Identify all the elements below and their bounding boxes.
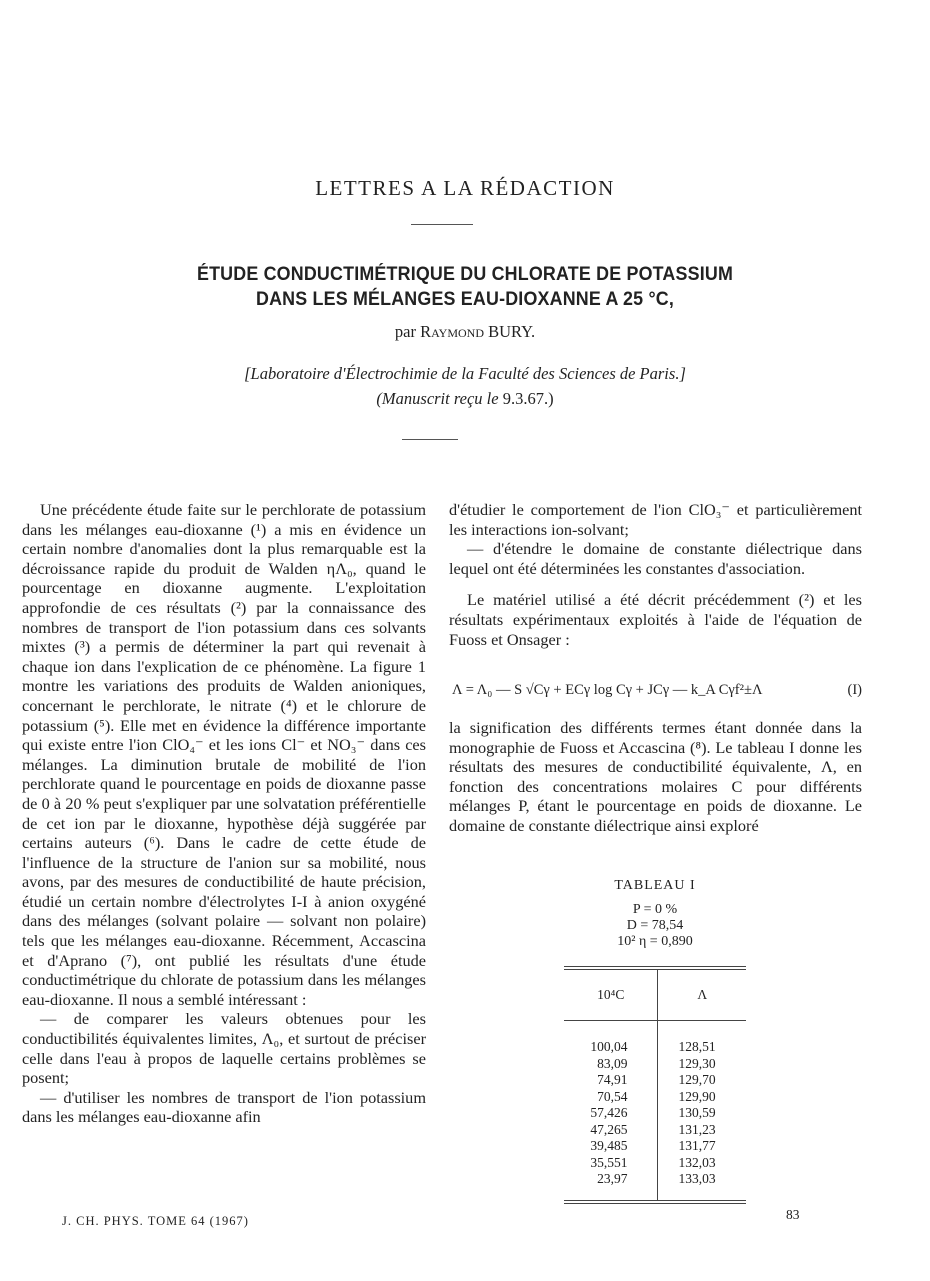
journal-footer: J. CH. PHYS. TOME 64 (1967): [62, 1214, 249, 1228]
table-cell: 39,485: [590, 1138, 628, 1153]
equation-number: (I): [847, 682, 862, 698]
title-rule: [402, 439, 458, 440]
paragraph: Une précédente étude faite sur le perchlorate de potassium dans les mélanges eau-dioxanne (¹) a mis en évidence un certain nombre d'anomalies dont la plus remarquable est la décroissance rapide du produit de Walden ηΛ₀, quand le pourcentage en dioxanne augmente. L'exploitation approfondie de ces résultats (²) par la connaissance des nombres de transport de l'ion potassium dans ces solvants mixtes (³) a permis de déterminer la part qui revenait à chaque ion dans l'explication de ce phénomène. La figure 1 montre les variations des produits de Walden anioniques, concernant le perchlorate, le nitrate (⁴) et le chlorure de potassium (⁵). Elle met en évidence la différence importante qui existe entre l'ion ClO₄⁻ et les ions Cl⁻ et NO₃⁻ dans ces mélanges. La diminution brutale de mobilité de l'ion perchlorate quand le pourcentage en poids de dioxanne passe de 0 à 20 % peut s'expliquer par une solvatation préférentielle de cet ion par le dioxanne, hypothèse déjà suggérée par certains auteurs (⁶). Dans le cadre de cette étude de l'influence de la structure de l'anion sur sa mobilité, nous avons, par des mesures de conductibilité de haute précision, étudié un certain nombre d'électrolytes I-I à anion oxygéné dans des mélanges (solvant polaire — solvant non polaire) tels que les mélanges eau-dioxanne. Récemment, Accascina et d'Aprano (⁷), ont publié les résultats d'une étude conductimétrique du chlorate de potassium dans les mélanges eau-dioxanne. Il nous a semblé intéressant :: [22, 500, 426, 1009]
section-heading: LETTRES A LA RÉDACTION: [315, 176, 615, 200]
article-title-line-1: ÉTUDE CONDUCTIMÉTRIQUE DU CHLORATE DE POTASSIUM: [196, 264, 734, 285]
received-value: 9.3.67.): [502, 389, 554, 408]
table-condition: 10² η = 0,890: [617, 934, 693, 949]
page-number: 83: [786, 1207, 800, 1222]
table-column-lambda: [658, 1021, 746, 1200]
right-column-top: [449, 500, 862, 649]
author-first-name: Raymond: [420, 322, 485, 341]
table-cell: 74,91: [597, 1072, 628, 1087]
table-body: [564, 1021, 746, 1200]
table-cell: 57,426: [590, 1105, 628, 1120]
equation: [452, 682, 862, 699]
table-cell: 47,265: [590, 1121, 628, 1137]
received-label: (Manuscrit reçu le: [376, 389, 499, 408]
table-cell: 35,551: [590, 1154, 628, 1170]
affiliation: [Laboratoire d'Électrochimie de la Faculté des Sciences de Paris.]: [244, 364, 686, 383]
table-conditions: [564, 902, 746, 950]
left-column: [22, 500, 426, 1127]
table-cell: 70,54: [597, 1088, 628, 1104]
paragraph: — d'utiliser les nombres de transport de l'ion potassium dans les mélanges eau-dioxanne afin: [22, 1087, 426, 1127]
table-header-lambda: Λ: [697, 987, 708, 1002]
article-title-line-2: DANS LES MÉLANGES EAU-DIOXANNE A 25 °C,: [255, 289, 675, 310]
author-last-name: BURY.: [488, 322, 536, 341]
table-cell: 133,03: [678, 1171, 716, 1186]
paragraph: Le matériel utilisé a été décrit précédemment (²) et les résultats expérimentaux exploités à l'aide de l'équation de Fuoss et Onsager :: [449, 590, 862, 649]
table-header-concentration: 10⁴C: [564, 970, 658, 1020]
table-title: TABLEAU I: [614, 878, 696, 893]
table-cell: 129,70: [678, 1072, 716, 1087]
table-column-concentration: [564, 1021, 658, 1200]
data-table: [564, 966, 746, 1204]
paragraph: — de comparer les valeurs obtenues pour les conductibilités équivalentes limites, Λ₀, et surtout de préciser celle dans l'eau à propos de laquelle certains problèmes se posent;: [22, 1009, 426, 1088]
table-cell: 23,97: [597, 1171, 628, 1186]
table-condition: D = 78,54: [626, 918, 684, 933]
table-cell: 83,09: [597, 1055, 628, 1071]
table-cell: 129,30: [678, 1055, 716, 1071]
table-condition: P = 0 %: [632, 902, 678, 917]
table-cell: 131,23: [678, 1121, 716, 1137]
article-title: [28, 262, 902, 312]
equation-text: Λ = Λ₀ — S √Cγ + ECγ log Cγ + JCγ — k_A Cγf²±Λ: [452, 682, 763, 698]
table-cell: 128,51: [678, 1039, 716, 1054]
right-column-bottom: [449, 718, 862, 836]
paragraph: — d'étendre le domaine de constante diélectrique dans lequel ont été déterminées les constantes d'association.: [449, 539, 862, 578]
table-cell: 131,77: [678, 1138, 716, 1153]
header-rule: [411, 224, 473, 225]
received-date: [0, 389, 930, 409]
table-cell: 129,90: [678, 1088, 716, 1104]
table-cell: 132,03: [678, 1154, 716, 1170]
paragraph: d'étudier le comportement de l'ion ClO₃⁻ et particulièrement les interactions ion-solvant;: [449, 500, 862, 539]
table-header-row: [564, 970, 746, 1020]
table-cell: 100,04: [590, 1039, 628, 1054]
paragraph: la signification des différents termes étant donnée dans la monographie de Fuoss et Accascina (⁸). Le tableau I donne les résultats des mesures de conductibilité équivalente, Λ, en fonction des concentrations molaires C pour différents mélanges P, étant le pourcentage en poids de dioxanne. Le domaine de constante diélectrique ainsi exploré: [449, 718, 862, 835]
table-bottom-rule: [564, 1200, 746, 1204]
table-cell: 130,59: [678, 1105, 716, 1120]
byline: [0, 322, 930, 342]
byline-prefix: par: [394, 322, 416, 341]
